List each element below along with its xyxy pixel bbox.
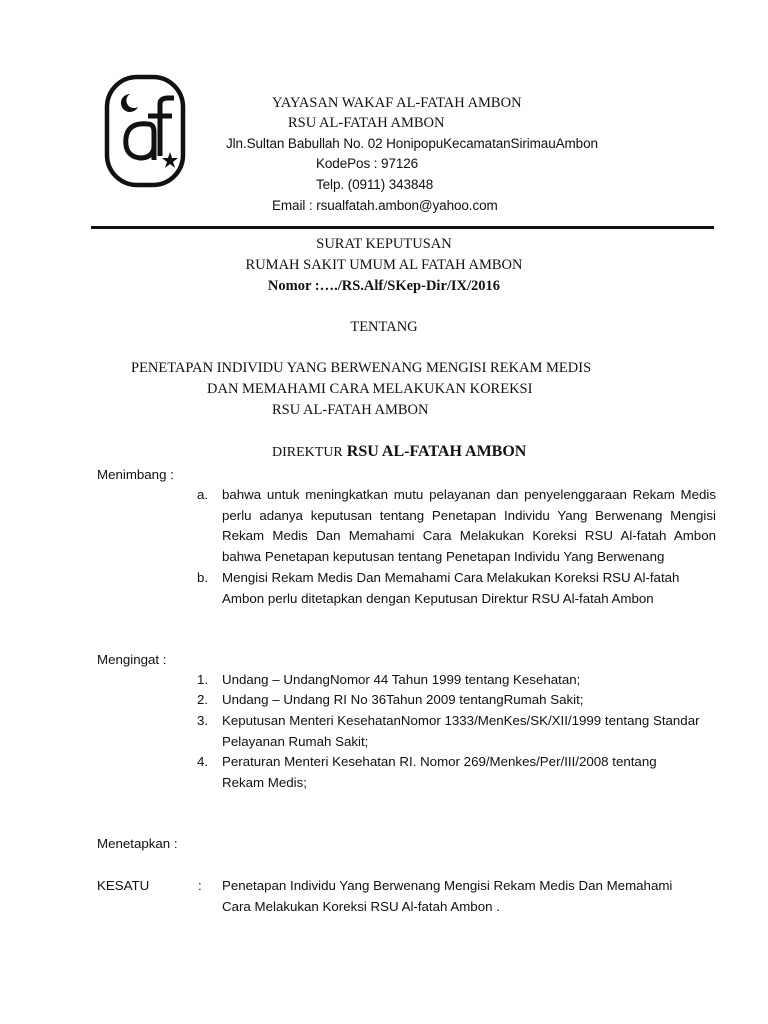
hospital-name: RSU AL-FATAH AMBON xyxy=(288,115,445,131)
menimbang-item-b: Mengisi Rekam Medis Dan Memahami Cara Melakukan Koreksi RSU Al-fatah Ambon perlu ditetapkan dengan Keputusan Direktur RSU Al-fatah Ambon xyxy=(222,570,680,606)
decree-issuer: RUMAH SAKIT UMUM AL FATAH AMBON xyxy=(245,257,523,273)
director-prefix: DIREKTUR xyxy=(272,445,343,460)
address: Jln.Sultan Babullah No. 02 HonipopuKecamatanSirimauAmbon xyxy=(226,136,598,151)
decree-number: Nomor :…./RS.Alf/SKep-Dir/IX/2016 xyxy=(267,278,501,294)
mengingat-marker-2: 2. xyxy=(197,692,209,707)
menimbang-label: Menimbang : xyxy=(97,467,174,482)
mengingat-item-1: Undang – UndangNomor 44 Tahun 1999 tentang Kesehatan; xyxy=(222,672,581,687)
hospital-logo xyxy=(104,74,186,188)
mengingat-marker-1: 1. xyxy=(197,672,209,687)
org-name: YAYASAN WAKAF AL-FATAH AMBON xyxy=(272,95,522,111)
kesatu-text: Penetapan Individu Yang Berwenang Mengisi Rekam Medis Dan Memahami Cara Melakukan Koreksi RSU Al-fatah Ambon . xyxy=(222,878,673,914)
phone: Telp. (0911) 343848 xyxy=(316,177,434,192)
email: Email : rsualfatah.ambon@yahoo.com xyxy=(272,198,498,213)
mengingat-marker-4: 4. xyxy=(197,754,209,769)
menimbang-marker-b: b. xyxy=(197,570,209,585)
subject-line-2: DAN MEMAHAMI CARA MELAKUKAN KOREKSI xyxy=(207,381,533,397)
postal-code: KodePos : 97126 xyxy=(316,156,419,171)
subject-line-3: RSU AL-FATAH AMBON xyxy=(272,402,429,418)
header-divider xyxy=(91,226,714,229)
mengingat-item-4: Peraturan Menteri Kesehatan RI. Nomor 269/Menkes/Per/III/2008 tentang Rekam Medis; xyxy=(222,754,657,790)
menetapkan-label: Menetapkan : xyxy=(97,836,178,851)
subject-line-1: PENETAPAN INDIVIDU YANG BERWENANG MENGISI REKAM MEDIS xyxy=(131,360,592,376)
kesatu-label: KESATU xyxy=(97,878,150,893)
menimbang-marker-a: a. xyxy=(197,487,209,502)
menimbang-item-a: bahwa untuk meningkatkan mutu pelayanan dan penyelenggaraan Rekam Medis perlu adanya keputusan tentang Penetapan Individu Yang Berwenang Mengisi Rekam Medis Dan Memahami Cara Melakukan Koreksi RSU Al-fatah Ambon bahwa Penetapan keputusan tentang Penetapan Individu Yang Berwenang xyxy=(222,487,716,564)
mengingat-label: Mengingat : xyxy=(97,652,167,667)
mengingat-item-3: Keputusan Menteri KesehatanNomor 1333/MenKes/SK/XII/1999 tentang Standar Pelayanan Rumah Sakit; xyxy=(222,713,700,749)
director-org: RSU AL-FATAH AMBON xyxy=(346,443,527,460)
kesatu-colon: : xyxy=(198,878,202,893)
decree-title: SURAT KEPUTUSAN xyxy=(316,236,452,252)
about-label: TENTANG xyxy=(350,319,418,335)
director-heading xyxy=(272,443,526,461)
mengingat-marker-3: 3. xyxy=(197,713,209,728)
mengingat-item-2: Undang – Undang RI No 36Tahun 2009 tentangRumah Sakit; xyxy=(222,692,584,707)
